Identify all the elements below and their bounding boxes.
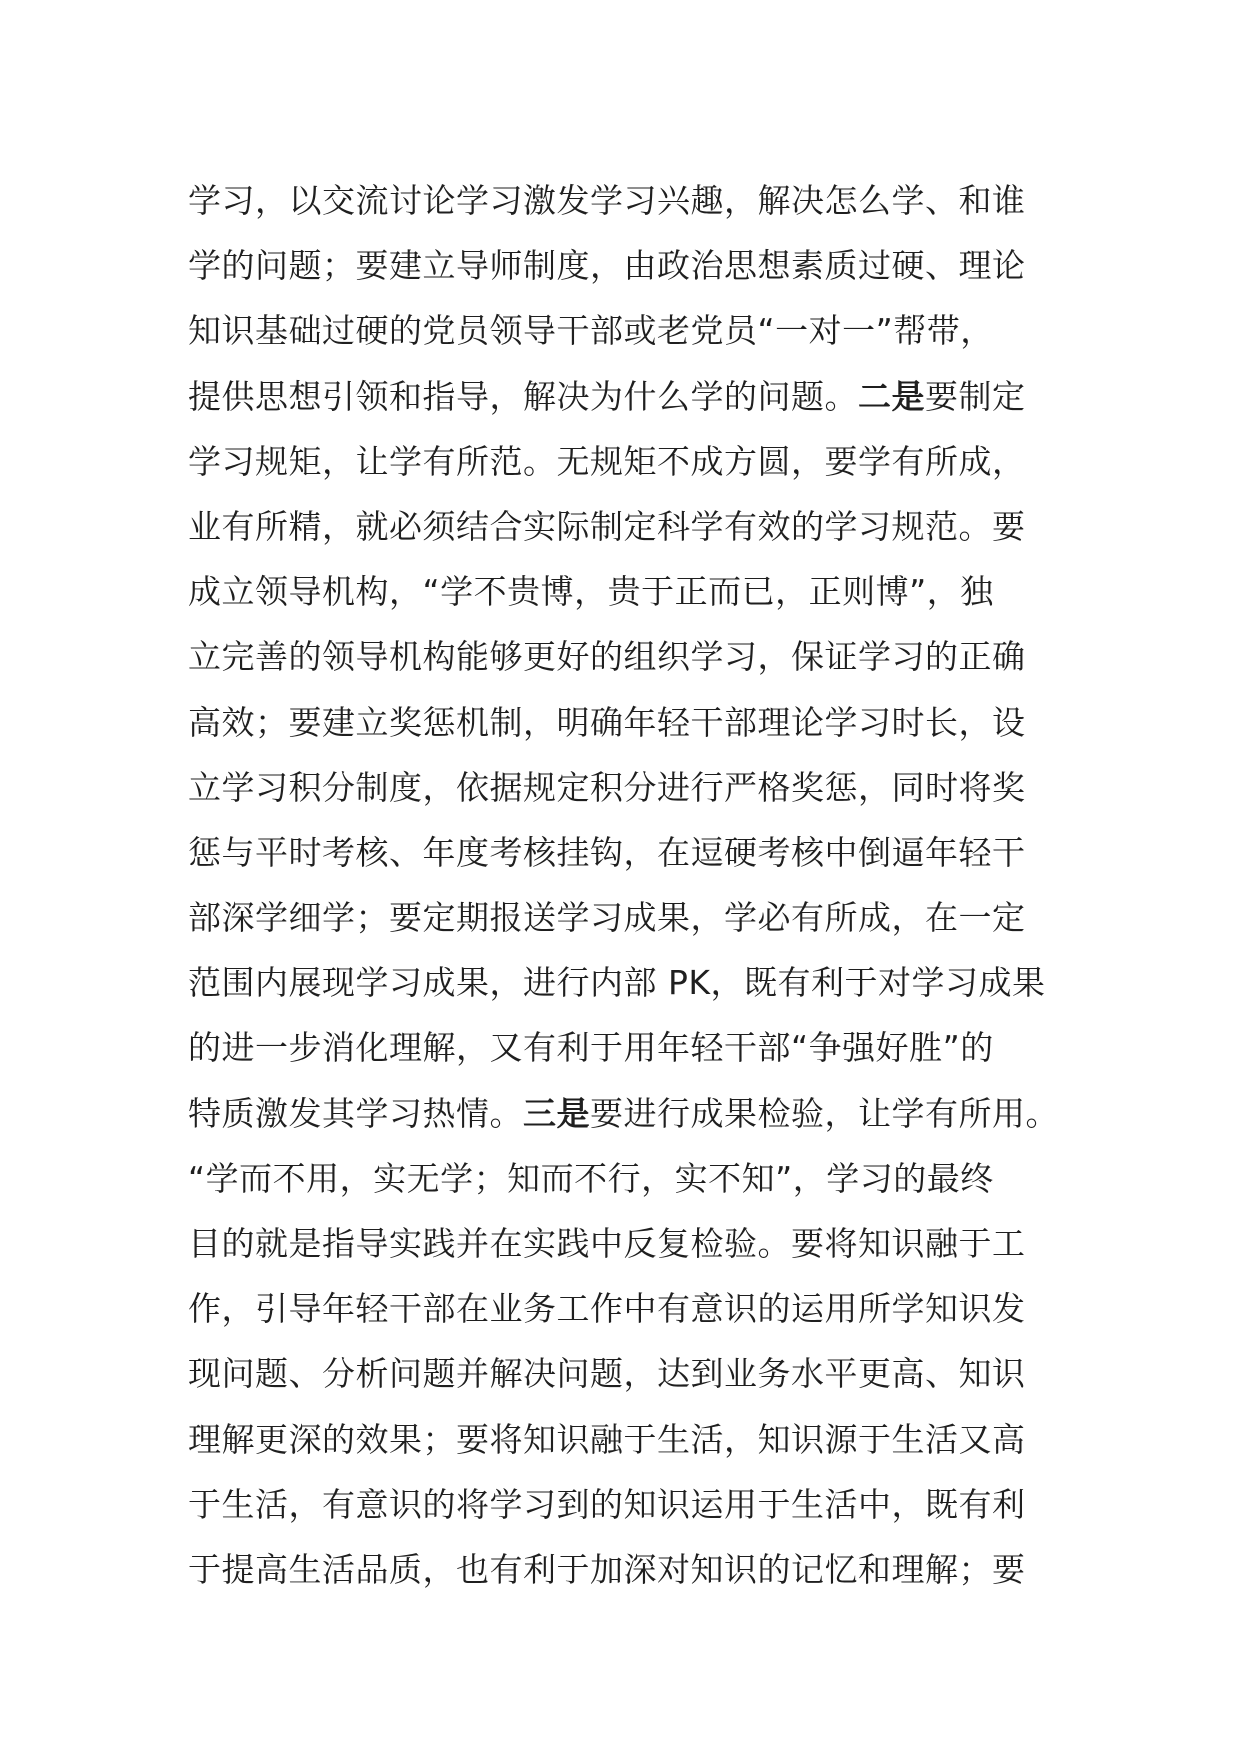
text-segment: 高效；要建立奖惩机制，明确年轻干部理论学习时长，设 bbox=[188, 702, 1026, 742]
text-segment: 业有所精，就必须结合实际制定科学有效的学习规范。要 bbox=[188, 506, 1026, 546]
text-line bbox=[188, 1472, 1068, 1537]
text-line bbox=[188, 755, 1068, 820]
text-line bbox=[188, 168, 1068, 233]
text-segment: 部深学细学；要定期报送学习成果，学必有所成，在一定 bbox=[188, 898, 1026, 938]
text-segment: 现问题、分析问题并解决问题，达到业务水平更高、知识 bbox=[188, 1354, 1026, 1394]
text-segment: 要制定 bbox=[925, 376, 1026, 416]
text-segment: 范围内展现学习成果，进行内部 PK，既有利于对学习成果 bbox=[188, 963, 1046, 1003]
text-segment: 特质激发其学习热情。 bbox=[188, 1093, 523, 1133]
text-segment: 于提高生活品质，也有利于加深对知识的记忆和理解；要 bbox=[188, 1549, 1026, 1589]
text-line bbox=[188, 364, 1068, 429]
text-segment: 成立领导机构，“学不贵博，贵于正而已，正则博”，独 bbox=[188, 572, 994, 612]
text-segment: 提供思想引领和指导，解决为什么学的问题。 bbox=[188, 376, 858, 416]
text-line bbox=[188, 885, 1068, 950]
text-segment: 的进一步消化理解，又有利于用年轻干部“争强好胜”的 bbox=[188, 1028, 994, 1068]
text-line bbox=[188, 559, 1068, 624]
text-segment: 知识基础过硬的党员领导干部或老党员“一对一”帮带， bbox=[188, 311, 994, 351]
text-line bbox=[188, 298, 1068, 363]
text-line bbox=[188, 1081, 1068, 1146]
text-segment: 作，引导年轻干部在业务工作中有意识的运用所学知识发 bbox=[188, 1289, 1026, 1329]
text-line bbox=[188, 1146, 1068, 1211]
text-line bbox=[188, 429, 1068, 494]
text-segment: 学习规矩，让学有所范。无规矩不成方圆，要学有所成， bbox=[188, 441, 1026, 481]
text-segment: 学习，以交流讨论学习激发学习兴趣，解决怎么学、和谁 bbox=[188, 181, 1026, 220]
text-line bbox=[188, 233, 1068, 298]
text-line bbox=[188, 820, 1068, 885]
body-text bbox=[188, 168, 1068, 1602]
text-segment: 于生活，有意识的将学习到的知识运用于生活中，既有利 bbox=[188, 1484, 1026, 1524]
text-line bbox=[188, 1211, 1068, 1276]
text-line bbox=[188, 624, 1068, 689]
text-segment: 立完善的领导机构能够更好的组织学习，保证学习的正确 bbox=[188, 637, 1026, 677]
text-line bbox=[188, 494, 1068, 559]
text-segment: 要进行成果检验，让学有所用。 bbox=[590, 1093, 1059, 1133]
text-line bbox=[188, 1341, 1068, 1406]
text-segment: 立学习积分制度，依据规定积分进行严格奖惩，同时将奖 bbox=[188, 767, 1026, 807]
text-line bbox=[188, 1537, 1068, 1602]
text-segment: “学而不用，实无学；知而不行，实不知”，学习的最终 bbox=[188, 1158, 994, 1198]
text-line bbox=[188, 1015, 1068, 1080]
text-segment: 学的问题；要建立导师制度，由政治思想素质过硬、理论 bbox=[188, 246, 1026, 286]
text-line bbox=[188, 690, 1068, 755]
text-segment: 理解更深的效果；要将知识融于生活，知识源于生活又高 bbox=[188, 1419, 1026, 1459]
text-line bbox=[188, 950, 1068, 1015]
text-line bbox=[188, 1276, 1068, 1341]
text-segment: 惩与平时考核、年度考核挂钩，在逗硬考核中倒逼年轻干 bbox=[188, 832, 1026, 872]
text-line bbox=[188, 1407, 1068, 1472]
bold-marker: 二是 bbox=[858, 376, 925, 416]
text-segment: 目的就是指导实践并在实践中反复检验。要将知识融于工 bbox=[188, 1224, 1026, 1263]
bold-marker: 三是 bbox=[523, 1093, 590, 1133]
